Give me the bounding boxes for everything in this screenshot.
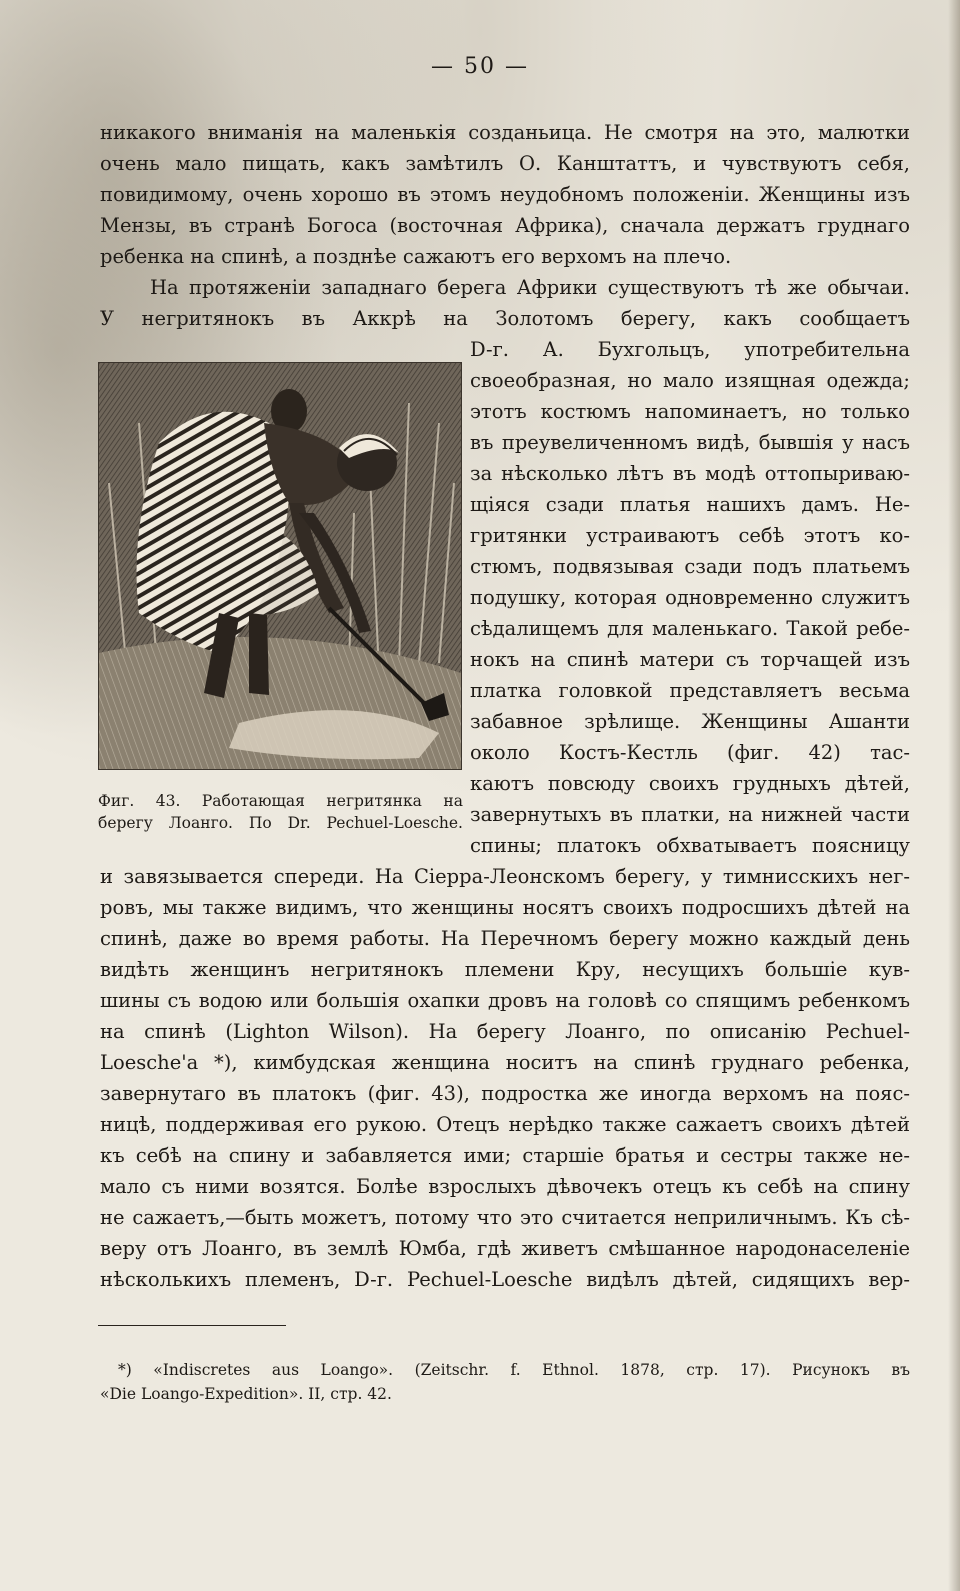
text-line: своеобразная, но мало изящная одежда; xyxy=(470,369,910,392)
text-line: къ себѣ на спину и забавляется ими; старшіе братья и сестры также не- xyxy=(100,1144,910,1167)
text-line: веру отъ Лоанго, въ землѣ Юмба, гдѣ живетъ смѣшанное народонаселеніе xyxy=(100,1237,910,1260)
figure-caption-line: Фиг. 43. Работающая негритянка на xyxy=(98,792,463,810)
text-line: гритянки устраиваютъ себѣ этотъ ко- xyxy=(470,524,910,547)
text-line: ницѣ, поддерживая его рукою. Отецъ нерѣдко также сажаетъ своихъ дѣтей xyxy=(100,1113,910,1136)
text-line: шины съ водою или большія охапки дровъ на головѣ со спящимъ ребенкомъ xyxy=(100,989,910,1012)
text-line: около Костъ-Кестль (фиг. 42) тас- xyxy=(470,741,910,764)
text-line: спины; платокъ обхватываетъ поясницу xyxy=(470,834,910,857)
footnote-rule xyxy=(98,1325,286,1326)
text-line: подушку, которая одновременно служитъ xyxy=(470,586,910,609)
text-line: нѣсколькихъ племенъ, D-г. Pechuel-Loesche видѣлъ дѣтей, сидящихъ вер- xyxy=(100,1268,910,1291)
footnote-line: «Die Loango-Expedition». II, стр. 42. xyxy=(100,1385,392,1403)
text-line: въ преувеличенномъ видѣ, бывшія у насъ xyxy=(470,431,910,454)
text-line: стюмъ, подвязывая сзади подъ платьемъ xyxy=(470,555,910,578)
engraving-figure xyxy=(98,362,462,770)
text-line: спинѣ, даже во время работы. На Перечномъ берегу можно каждый день xyxy=(100,927,910,950)
text-line: каютъ повсюду своихъ грудныхъ дѣтей, xyxy=(470,772,910,795)
text-line: завернутаго въ платокъ (фиг. 43), подростка же иногда верхомъ на пояс- xyxy=(100,1082,910,1105)
text-line: На протяженіи западнаго берега Африки существуютъ тѣ же обычаи. xyxy=(150,276,910,299)
page-number: — 50 — xyxy=(431,54,529,79)
text-line: мало съ ними возятся. Болѣе взрослыхъ дѣвочекъ отецъ къ себѣ на спину xyxy=(100,1175,910,1198)
figure-caption-line: берегу Лоанго. По Dr. Pechuel-Loesche. xyxy=(98,814,463,832)
text-line: очень мало пищать, какъ замѣтилъ О. Канштаттъ, и чувствуютъ себя, xyxy=(100,152,910,175)
text-line: платка головкой представляетъ весьма xyxy=(470,679,910,702)
text-line: забавное зрѣлище. Женщины Ашанти xyxy=(470,710,910,733)
text-line: Loesche'a *), кимбудская женщина носитъ на спинѣ груднаго ребенка, xyxy=(100,1051,910,1074)
text-line: повидимому, очень хорошо въ этомъ неудобномъ положеніи. Женщины изъ xyxy=(100,183,910,206)
text-line: нокъ на спинѣ матери съ торчащей изъ xyxy=(470,648,910,671)
footnote-line: *) «Indiscretes aus Loango». (Zeitschr. f. Ethnol. 1878, стр. 17). Рисунокъ въ xyxy=(118,1361,910,1379)
page-spine-shadow xyxy=(948,0,960,1591)
text-line: щіяся сзади платья нашихъ дамъ. Не- xyxy=(470,493,910,516)
text-line: ровъ, мы также видимъ, что женщины носятъ своихъ подросшихъ дѣтей на xyxy=(100,896,910,919)
text-line: и завязывается спереди. На Сіерра-Леонскомъ берегу, у тимнисскихъ нег- xyxy=(100,865,910,888)
text-line: видѣть женщинъ негритянокъ племени Кру, несущихъ большіе кув- xyxy=(100,958,910,981)
text-line: не сажаетъ,—быть можетъ, потому что это считается неприличнымъ. Къ сѣ- xyxy=(100,1206,910,1229)
text-line: Мензы, въ странѣ Богоса (восточная Африка), сначала держатъ груднаго xyxy=(100,214,910,237)
engraving-illustration xyxy=(99,363,461,769)
text-line: D-г. А. Бухгольцъ, употребительна xyxy=(470,338,910,361)
text-line: за нѣсколько лѣтъ въ модѣ оттопыриваю- xyxy=(470,462,910,485)
text-line: завернутыхъ въ платки, на нижней части xyxy=(470,803,910,826)
text-line: на спинѣ (Lighton Wilson). На берегу Лоанго, по описанію Pechuel- xyxy=(100,1020,910,1043)
text-line: сѣдалищемъ для маленькаго. Такой ребе- xyxy=(470,617,910,640)
text-line: никакого вниманія на маленькія созданьица. Не смотря на это, малютки xyxy=(100,121,910,144)
text-line: ребенка на спинѣ, а позднѣе сажаютъ его верхомъ на плечо. xyxy=(100,245,732,268)
text-line: У негритянокъ въ Аккрѣ на Золотомъ берегу, какъ сообщаетъ xyxy=(100,307,910,330)
text-line: этотъ костюмъ напоминаетъ, но только xyxy=(470,400,910,423)
